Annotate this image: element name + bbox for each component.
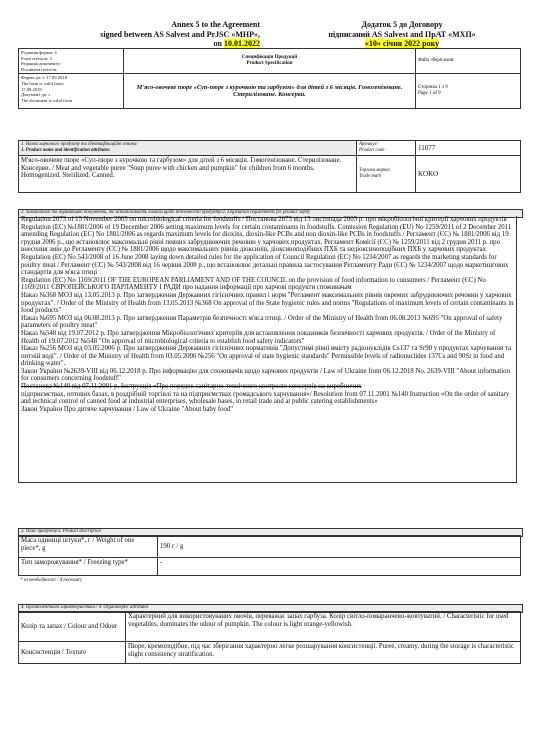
legislation-item: Наказ №695 МОЗ від 06.08.2013 р. Про затвердження Параметрів безпечності м'яса птиці. / Order of the Ministry of Health from 06.08.2013 №695 "On approval of safety parameters of poultry meat": [21, 314, 503, 330]
product-title-cell: М'ясо-овочеве пюре «Суп-пюре з курочкою та гарбузом» для дітей з 6 місяців. Гомогенізоване. Стерилізоване. Консерви.: [124, 74, 416, 109]
legislation-item: Regulation (EC) No 1169/2011 OF THE EUROPEAN PARLIAMENT AND OF THE COUNCIL on the provision of food information to consumers / Регламент (ЄС) No 1169/2011 ЄВРОПЕЙСЬКОГО ПАРЛАМЕНТУ І РАДИ про надання інформації про харчові продукти споживачам: [21, 276, 486, 292]
weight-value: 190 г / g: [158, 536, 521, 558]
spec-title-cell: Специфікація Продукції Product Specification: [124, 49, 416, 74]
approval-cell: Файл зберігання:: [416, 49, 521, 74]
section3-table: [18, 535, 521, 576]
legislation-item: Закон України Про дитяче харчування / Law of Ukraine "About baby food": [21, 405, 234, 413]
header-right-date: «10» січня 2022 року: [364, 39, 440, 48]
section4-header: 4. Органолептичні характеристики / 4. Organoleptic attributes: [18, 604, 523, 613]
form-date-cell: Форма діє з: 17.09.2018 The form is valid from: 17.09.2018 Документ діє з The document is valid from: [19, 74, 124, 109]
footnote: * за необхідності / if necessary: [20, 578, 83, 583]
legislation-item: підприємствах, оптових базах, в роздрібній торгівлі та на підприємствах громадського харчування»/ Resolution from 07.11.2001 №140 Instruction «On the order of sanitary and technical control of canned food at industrial enterprises, wholesale bases, in retail trade and at public catering establishments»: [21, 390, 510, 406]
legislation-item: Наказ №256 МОЗ від 03.05.2006 р. Про затвердження Державних гігієнічних нормативів "Допустимі рівні вмісту радіонуклідів Cs137 та Sr90 у продуктах харчування та питній воді". / Order of the Ministry of Health from 03.05.2006 №256 "On approval of state hygienic standards" Permissible levels of radionuclides 137Cs and 90Sr in food and drinking water".: [21, 345, 511, 368]
header-left: [20, 20, 260, 49]
article-label: Артикул/ Product code: [357, 141, 416, 156]
meta-table: [18, 48, 521, 109]
header-left-line1: Annex 5 to the Agreement: [171, 20, 260, 29]
header-left-date: 10.01.2022: [224, 39, 260, 48]
colour-odour-value: Характерний для використовуваних овочів, переважає запах гарбуза. Колір світло-помаранчево-жовтуватий. / Characteristic for used vegetables, dominates the odour of pumpkin. The colour is light orange-yellowish.: [126, 612, 521, 642]
legislation-item: Regulation (EC) №1881/2006 of 19 December 2006 setting maximum levels for certain contaminants in foodstuffs. Comission Regulation (EU) No 1259/2011 of 2 December 2011 amending Regulation (EC) No 1881/2006 as regards maximum levels for dioxins, dioxin-like PCBs and non dioxin-like PCBs in foodstuffs / Регламент (ЄС) № 1881/2006 від 19 грудня 2006 р., що встановлює максимальні рівні певних забруднюючих речовин у харчових продуктах. Регламент Комісії (ЄС) № 1259/2011 від 2 грудня 2011 р. про внесення змін до Регламенту (ЄС) № 1881/2006 щодо максимальних рівнів діоксинів, діоксиноподібних ПХБ та недіоксиноподібних ПХБ у харчових продуктах: [21, 223, 512, 254]
weight-label: Маса одиниці штуки*, г / Weight of one piece*, g: [19, 536, 158, 558]
legislation-item: Regulation (EC) No 543/2008 of 16 June 2008 laying down detailed rules for the application of Council Regulation (EC) No 1234/2007 as regards the marketing standards for poultry meat / Регламент (ЄС) № 543/2008 від 16 червня 2008 р., що встановлює детальні правила застосування Регламенту Ради (ЄС) № 1234/2007 щодо маркетингових стандартів для м'яса птиці: [21, 253, 509, 277]
section2-header: 2. Законодавчі та нормативні документи, які встановлюють вимоги щодо безпечності продукту/2. Legislation requirements for product safety: [18, 209, 523, 218]
section3-header: 3. Опис продукту/3. Product description: [18, 528, 523, 537]
section1-table: [18, 140, 521, 193]
section1-header: 1. Назва харчового продукту та ідентифікаційні ознаки/ 1. Product name and identification attributes: [19, 141, 357, 156]
legislation-item: Наказ №548 від 19.07.2012 р. Про затвердження Мікробіологічних критеріїв для встановлення показників безпечності харчових продуктів. / Order of the Ministry of Health of 19.07.2012 №548 "On approval of microbiological criteria to establish food safety indicators": [21, 329, 496, 345]
header-right-line2: підписаний AS Salvest and ПрАТ «МХП»: [328, 29, 476, 39]
freezing-value: -: [158, 558, 521, 576]
header-left-on: on: [213, 39, 224, 48]
legislation-item: Закон України №2639-VIII від 06.12.2018 р. Про інформацію для споживачів щодо харчових продуктів / Law of Ukraine from 06.12.2018 No. 2639-VIII "About information for consumers concerning foodstuff": [21, 367, 510, 383]
legislation-struck: Постанова №140 від 07.11.2001 р. Інструкція «Про порядок санітарно-технічного контролю консервів на виробничих: [21, 383, 362, 391]
trademark-label: Торгова марка/ Trade mark: [357, 156, 416, 193]
trademark-value: KOKO: [416, 156, 521, 193]
colour-odour-label: Колір та запах / Colour and Odour: [19, 612, 126, 642]
section4-table: [18, 611, 521, 664]
legislation-item: Наказ №368 МОЗ від 13.05.2013 р. Про затвердження Державних гігієнічних правил і норм "Регламент максимальних рівнів окремих забруднюючих речовин у харчових продуктах". / Order of the Ministry of Health from 13.05.2013 №368 On approval of the State hygienic rules and norms "Regulations of maximum levels of certain contaminants in food products": [21, 291, 514, 315]
legislation-item: Regulation 2073 of 15 November 2005 on microbiological criteria for foodstuffs / Постанова 2073 від 15 листопада 2005 р. про мікробіологічні критерії харчових продуктів: [21, 216, 507, 223]
product-name-text: М'ясо-овочеве пюре «Суп-пюре з курочкою та гарбузом» для дітей з 6 місяців. Гомогенізоване. Стерилізоване. Консерви. / Meat and vegetable puree "Soup puree with chicken and pumpkin" for children from 6 months. Homogenized. Sterilized. Canned.: [19, 156, 357, 193]
freezing-label: Тип заморожування* / Freezing type*: [19, 558, 158, 576]
header-right-line1: Додаток 5 до Договору: [361, 20, 443, 29]
page-cell: Сторінка 1 з 9 Page 1 of 9: [416, 74, 521, 109]
form-version-cell: Редакція форми: 3 Form revision: 3 Редакція документу: Document revision:: [19, 49, 124, 74]
header-left-line2: signed between AS Salvest and PrJSC «MHP»,: [100, 29, 260, 39]
texture-label: Консистенція / Texture: [19, 642, 126, 664]
header-right: [282, 20, 522, 49]
article-value: 11077: [416, 141, 521, 156]
section2-body: [18, 216, 517, 483]
texture-value: Пюре, кремоподібне, під час зберігання характерно легке розшарування консистенції. Puree, creamy, during the storage is characteristic slight consistency stratification.: [126, 642, 521, 664]
